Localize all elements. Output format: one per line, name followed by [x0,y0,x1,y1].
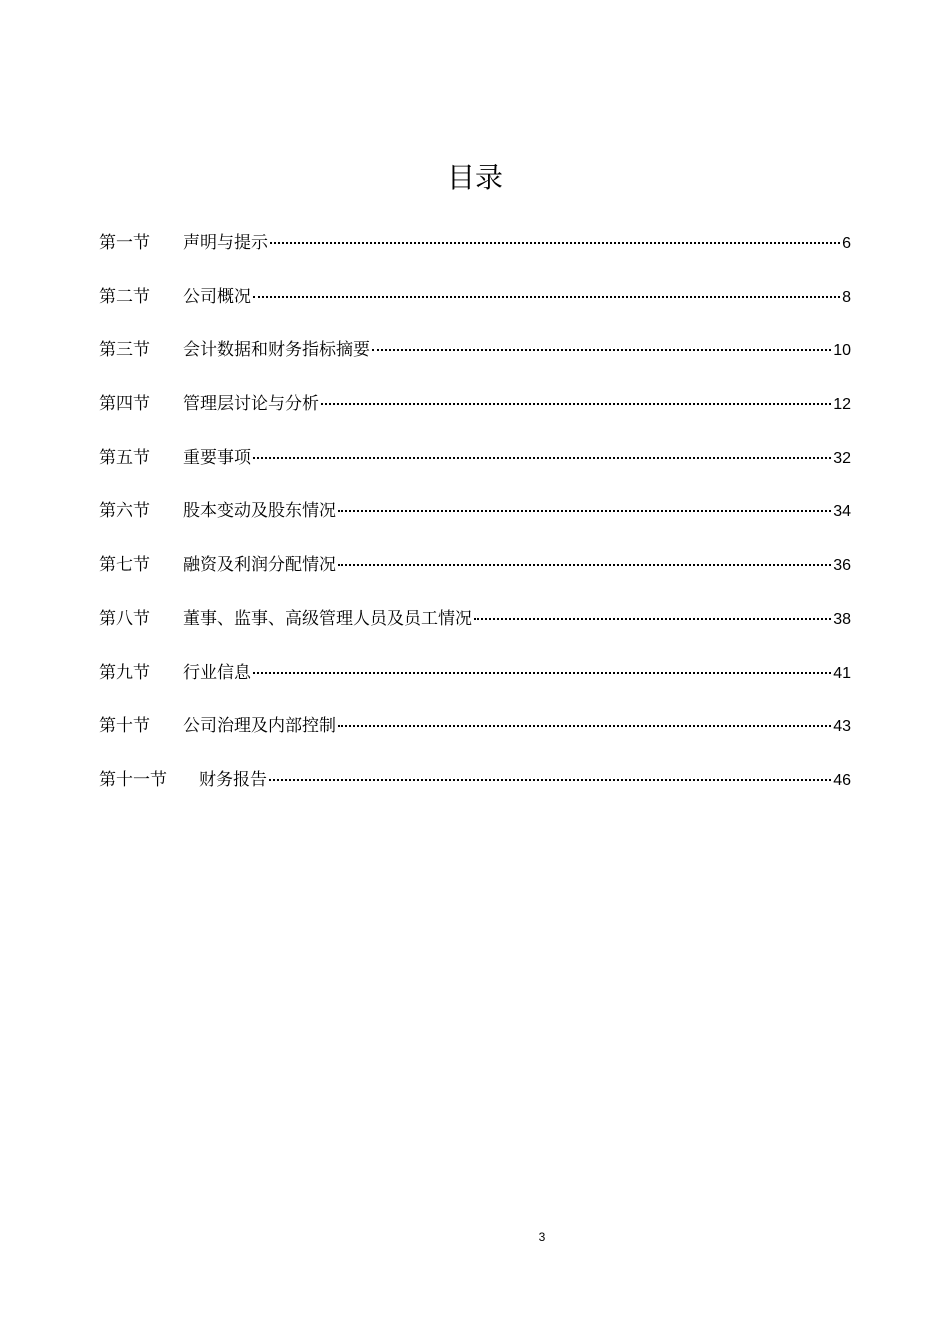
toc-page-number: 12 [833,396,851,414]
toc-entry[interactable] [99,390,851,444]
toc-section-title: 财务报告 [199,769,267,790]
toc-section-number: 第五节 [99,447,150,468]
toc-dot-leader [253,296,840,298]
toc-section-title: 重要事项 [183,447,251,468]
toc-section-number: 第九节 [99,662,150,683]
toc-page-number: 41 [833,664,851,682]
toc-dot-leader [474,618,831,620]
toc-page-number: 36 [833,557,851,575]
toc-page-number: 6 [842,235,851,252]
toc-section-number: 第十节 [99,716,150,737]
toc-section-title: 会计数据和财务指标摘要 [183,340,370,361]
toc-dot-leader [372,349,831,351]
toc-section-title: 融资及利润分配情况 [183,555,336,576]
toc-dot-leader [270,242,840,244]
toc-entry[interactable] [99,712,851,766]
toc-page-number: 32 [833,449,851,467]
toc-section-title: 公司概况 [183,286,251,307]
toc-entry[interactable] [99,283,851,337]
toc-section-number: 第二节 [99,286,150,307]
toc-dot-leader [269,779,831,781]
toc-entry[interactable] [99,766,851,820]
toc-page-number: 43 [833,718,851,736]
toc-section-title: 公司治理及内部控制 [183,716,336,737]
toc-list [99,229,851,820]
toc-page-number: 10 [833,342,851,360]
toc-dot-leader [253,672,831,674]
toc-section-number: 第七节 [99,555,150,576]
toc-page-number: 46 [833,771,851,789]
toc-section-title: 董事、监事、高级管理人员及员工情况 [183,608,472,629]
toc-section-number: 第四节 [99,394,150,415]
toc-entry[interactable] [99,444,851,498]
toc-dot-leader [338,510,831,512]
toc-dot-leader [321,403,831,405]
toc-section-number: 第三节 [99,340,150,361]
toc-section-number: 第八节 [99,608,150,629]
toc-section-title: 管理层讨论与分析 [183,394,319,415]
toc-dot-leader [253,457,831,459]
toc-section-title: 股本变动及股东情况 [183,501,336,522]
toc-title: 目录 [446,161,503,194]
toc-entry[interactable] [99,659,851,713]
toc-dot-leader [338,564,831,566]
toc-section-number: 第十一节 [99,769,167,790]
toc-page-number: 8 [842,288,851,306]
toc-section-number: 第六节 [99,501,150,522]
toc-page-number: 38 [833,610,851,628]
toc-entry[interactable] [99,336,851,390]
toc-section-number: 第一节 [99,233,150,253]
page-number: 3 [538,1230,546,1244]
toc-page-number: 34 [833,503,851,521]
toc-section-title: 声明与提示 [183,233,268,253]
toc-dot-leader [338,725,831,727]
toc-entry[interactable] [99,605,851,659]
toc-entry[interactable] [99,229,851,283]
toc-section-title: 行业信息 [183,662,251,683]
toc-entry[interactable] [99,551,851,605]
toc-entry[interactable] [99,497,851,551]
